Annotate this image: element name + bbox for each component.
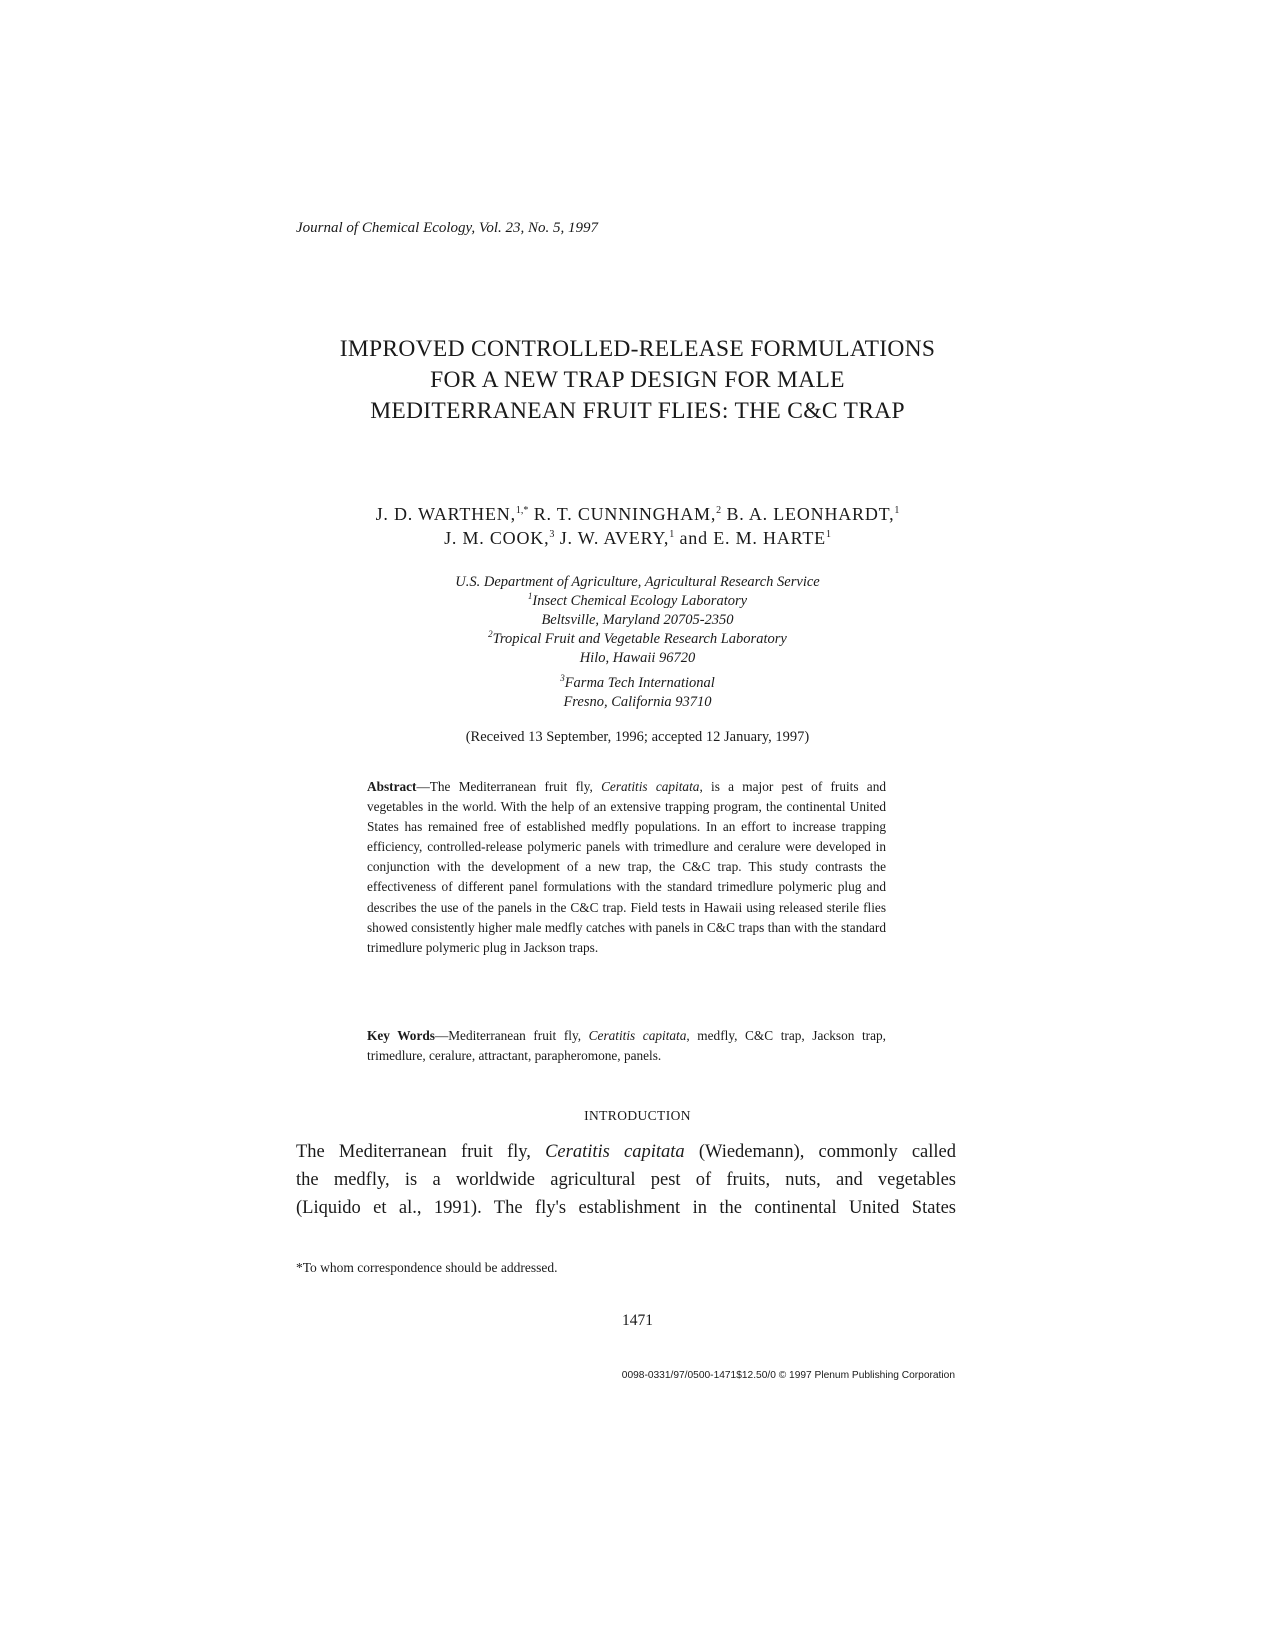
author-name: E. M. HARTE xyxy=(713,528,826,548)
section-heading: INTRODUCTION xyxy=(584,1108,691,1123)
title-line: FOR A NEW TRAP DESIGN FOR MALE xyxy=(430,367,845,393)
affiliation-lab xyxy=(300,630,975,649)
footnote: *To whom correspondence should be addressed. xyxy=(296,1260,558,1275)
key-words-text: —Mediterranean fruit fly, xyxy=(434,1028,589,1043)
author-list xyxy=(200,502,1075,550)
affiliation-mark: 3 xyxy=(560,673,565,683)
affiliation-mark: 1 xyxy=(527,591,533,601)
affiliation-lab xyxy=(300,592,975,611)
author-affiliation-mark: 1 xyxy=(669,529,675,540)
author-affiliation-mark: 1 xyxy=(894,505,900,516)
affiliation-lab xyxy=(300,674,975,693)
body-line: The Mediterranean fruit fly, Ceratitis capitata (Wiedemann), commonly called xyxy=(296,1142,957,1162)
author-affiliation-mark: 2 xyxy=(716,505,722,516)
affiliation-address: Beltsville, Maryland 20705-2350 xyxy=(541,612,734,628)
author-name: B. A. LEONHARDT, xyxy=(726,504,895,524)
body-line: (Liquido et al., 1991). The fly's establishment in the continental United States xyxy=(296,1198,956,1218)
received-dates: (Received 13 September, 1996; accepted 12 January, 1997) xyxy=(465,729,810,745)
author-conjunction: and xyxy=(679,528,708,548)
body-text xyxy=(296,1138,956,1222)
body-species: Ceratitis capitata xyxy=(545,1142,685,1162)
paper-title xyxy=(200,334,1075,427)
affiliation-address: Hilo, Hawaii 96720 xyxy=(579,650,696,666)
author-name: J. D. WARTHEN, xyxy=(375,504,516,524)
abstract xyxy=(367,777,886,958)
copyright-line: 0098-0331/97/0500-1471$12.50/0 © 1997 Plenum Publishing Corporation xyxy=(621,1370,955,1381)
key-words-text: , medfly, C&C trap, Jackson trap, trimedlure, ceralure, attractant, parapheromone, panels. xyxy=(367,1028,886,1063)
author-name: J. M. COOK, xyxy=(444,528,550,548)
journal-citation: Journal of Chemical Ecology, Vol. 23, No. 5, 1997 xyxy=(296,220,599,236)
abstract-text: —The Mediterranean fruit fly, xyxy=(416,779,602,794)
affiliations xyxy=(300,573,975,712)
affiliation-lab-name: Insect Chemical Ecology Laboratory xyxy=(532,593,748,609)
abstract-text: , is a major pest of fruits and vegetables in the world. With the help of an extensive trapping program, the continental United States has remained free of established medfly populations. In an effort to increase trapping efficiency, controlled-release polymeric panels with trimedlure and ceralure were developed in conjunction with the development of a new trap, the C&C trap. This study contrasts the effectiveness of different panel formulations with the standard trimedlure polymeric plug and describes the use of the panels in the C&C trap. Field tests in Hawaii using released sterile flies showed consistently higher male medfly catches with panels in C&C traps than with the standard trimedlure polymeric plug in Jackson traps. xyxy=(367,779,886,955)
key-words-label: Key Words xyxy=(367,1028,435,1043)
key-words xyxy=(367,1026,886,1066)
body-line: the medfly, is a worldwide agricultural pest of fruits, nuts, and vegetables xyxy=(296,1170,956,1190)
abstract-species: Ceratitis capitata xyxy=(601,779,700,794)
author-affiliation-mark: 1,* xyxy=(515,505,529,516)
affiliation-lab-name: Farma Tech International xyxy=(564,675,715,691)
affiliation-mark: 2 xyxy=(488,629,493,639)
author-line xyxy=(200,526,1075,550)
affiliation-department: U.S. Department of Agriculture, Agricultural Research Service xyxy=(455,574,820,590)
author-affiliation-mark: 3 xyxy=(549,529,555,540)
title-line: IMPROVED CONTROLLED-RELEASE FORMULATIONS xyxy=(339,336,936,362)
author-affiliation-mark: 1 xyxy=(825,529,831,540)
author-name: J. W. AVERY, xyxy=(559,528,670,548)
author-line xyxy=(200,502,1075,526)
page-number: 1471 xyxy=(622,1312,653,1329)
key-words-species: Ceratitis capitata xyxy=(588,1028,687,1043)
author-name: R. T. CUNNINGHAM, xyxy=(533,504,717,524)
title-line: MEDITERRANEAN FRUIT FLIES: THE C&C TRAP xyxy=(370,398,905,424)
abstract-label: Abstract xyxy=(367,779,417,794)
affiliation-address: Fresno, California 93710 xyxy=(563,694,712,710)
affiliation-lab-name: Tropical Fruit and Vegetable Research Laboratory xyxy=(492,631,787,647)
